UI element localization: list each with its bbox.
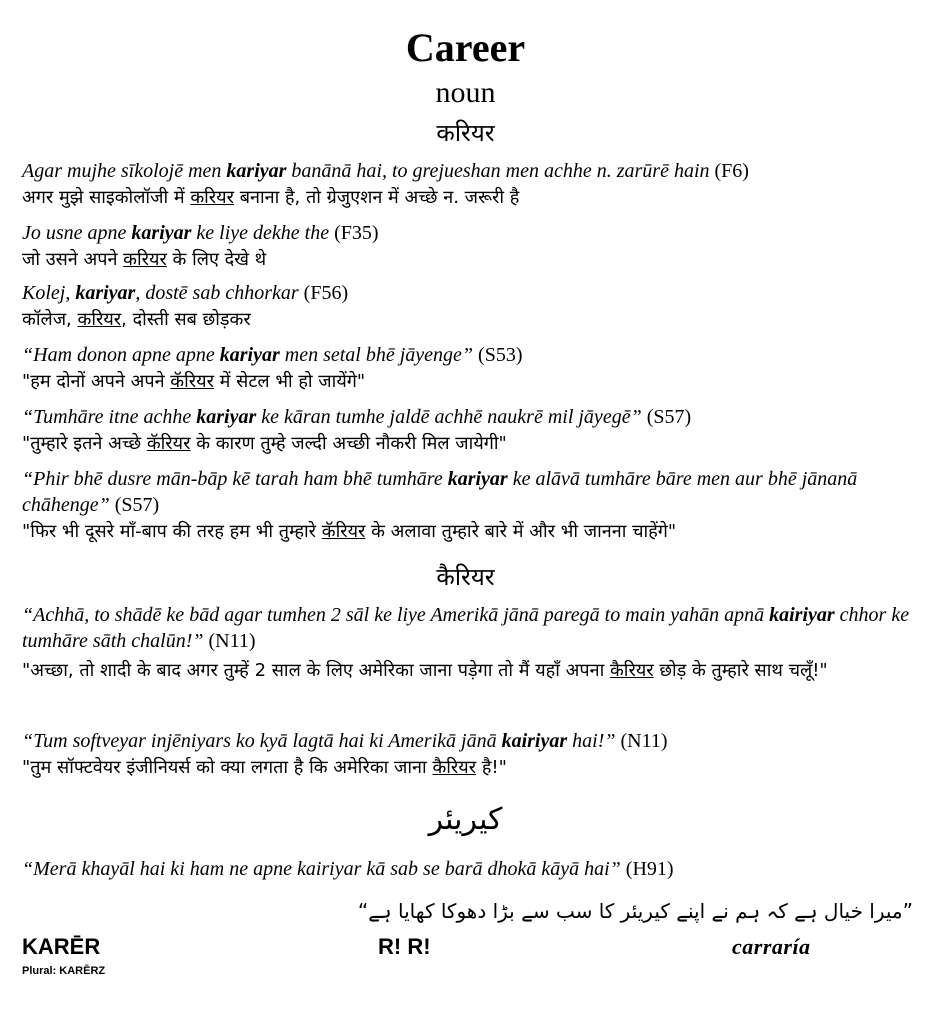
- example-entry: [22, 220, 914, 274]
- transliteration-line: “Achhā, to shādē ke bād agar tumhen 2 sāl ke liye Amerikā jānā paregā to main yahān apnā kairiyar chhor ke tumhāre sāth chalūn!” (N11): [22, 604, 910, 652]
- sign-notation: R! R!: [378, 934, 431, 959]
- urdu-line: ”میرا خیال ہے کہ ہم نے اپنے کیریئر کا سب سے بڑا دھوکا کھایا ہے“: [357, 899, 913, 923]
- example-entry: [22, 280, 914, 334]
- example-entry: [22, 404, 914, 458]
- hindi-line: अगर मुझे साइकोलॉजी में करियर बनाना है, तो ग्रेजुएशन में अच्छे न. जरूरी है: [22, 187, 520, 208]
- source-code: (F6): [709, 160, 749, 182]
- pronunciation: KARĒR: [22, 934, 101, 959]
- hindi-line: "फिर भी दूसरे माँ-बाप की तरह हम भी तुम्हारे कॅरियर के अलावा तुम्हारे बारे में और भी जानना चाहेंगे": [22, 521, 677, 542]
- source-code: (S53): [473, 344, 523, 366]
- source-code: (S57): [641, 406, 692, 428]
- source-code: (F35): [329, 222, 379, 244]
- urdu-heading: کیریئر: [428, 802, 503, 837]
- example-entry: [22, 466, 914, 546]
- transliteration-line: “Tum softveyar injēniyars ko kyā lagtā hai ki Amerikā jānā kairiyar hai!” (N11): [22, 730, 668, 752]
- hindi-line: जो उसने अपने करियर के लिए देखे थे: [22, 249, 267, 270]
- transliteration-line: Agar mujhe sīkolojē men kariyar banānā hai, to grejueshan men achhe n. zarūrē hain (F6): [22, 160, 749, 182]
- example-entry: [22, 728, 914, 782]
- source-code: (S57): [109, 494, 160, 516]
- source-code: (N11): [203, 630, 256, 652]
- script-notation: carraría: [732, 934, 811, 959]
- example-entry: [22, 856, 914, 882]
- part-of-speech: noun: [435, 76, 496, 109]
- transliteration-line: “Merā khayāl hai ki ham ne apne kairiyar kā sab se barā dhokā kāyā hai” (H91): [22, 858, 674, 880]
- hindi-line: कॉलेज, करियर, दोस्ती सब छोड़कर: [22, 309, 251, 330]
- plural-pronunciation: Plural: KARĒRZ: [22, 965, 106, 977]
- hindi-line: "हम दोनों अपने अपने कॅरियर में सेटल भी हो जायेंगे": [22, 371, 366, 392]
- transliteration-line: “Tumhāre itne achhe kariyar ke kāran tumhe jaldē achhē naukrē mil jāyegē” (S57): [22, 406, 692, 428]
- transliteration-line: “Phir bhē dusre mān-bāp kē tarah ham bhē tumhāre kariyar ke alāvā tumhāre bāre men aur bhē jānanā chāhenge” (S57): [22, 468, 858, 516]
- entry-title: Career: [405, 25, 526, 70]
- source-code: (H91): [620, 858, 674, 880]
- hindi-line: "अच्छा, तो शादी के बाद अगर तुम्हें 2 साल के लिए अमेरिका जाना पड़ेगा तो मैं यहाँ अपना कैरियर छोड़ के तुम्हारे साथ चलूँ!": [22, 660, 828, 681]
- transliteration-line: Kolej, kariyar, dostē sab chhorkar (F56): [22, 282, 349, 304]
- transliteration-line: Jo usne apne kariyar ke liye dekhe the (F35): [22, 222, 379, 244]
- hindi-line: "तुम्हारे इतने अच्छे कॅरियर के कारण तुम्हे जल्दी अच्छी नौकरी मिल जायेगी": [22, 433, 507, 454]
- hindi-heading-kairiyar: कैरियर: [436, 563, 495, 591]
- hindi-line: "तुम सॉफ्टवेयर इंजीनियर्स को क्या लगता है कि अमेरिका जाना कैरियर है!": [22, 757, 507, 778]
- example-entry: [22, 342, 914, 396]
- source-code: (N11): [615, 730, 668, 752]
- source-code: (F56): [298, 282, 349, 304]
- example-entry: [22, 158, 914, 212]
- transliteration-line: “Ham donon apne apne kariyar men setal bhē jāyenge” (S53): [22, 344, 523, 366]
- hindi-heading-kariyar: करियर: [436, 119, 495, 147]
- example-entry: [22, 602, 914, 688]
